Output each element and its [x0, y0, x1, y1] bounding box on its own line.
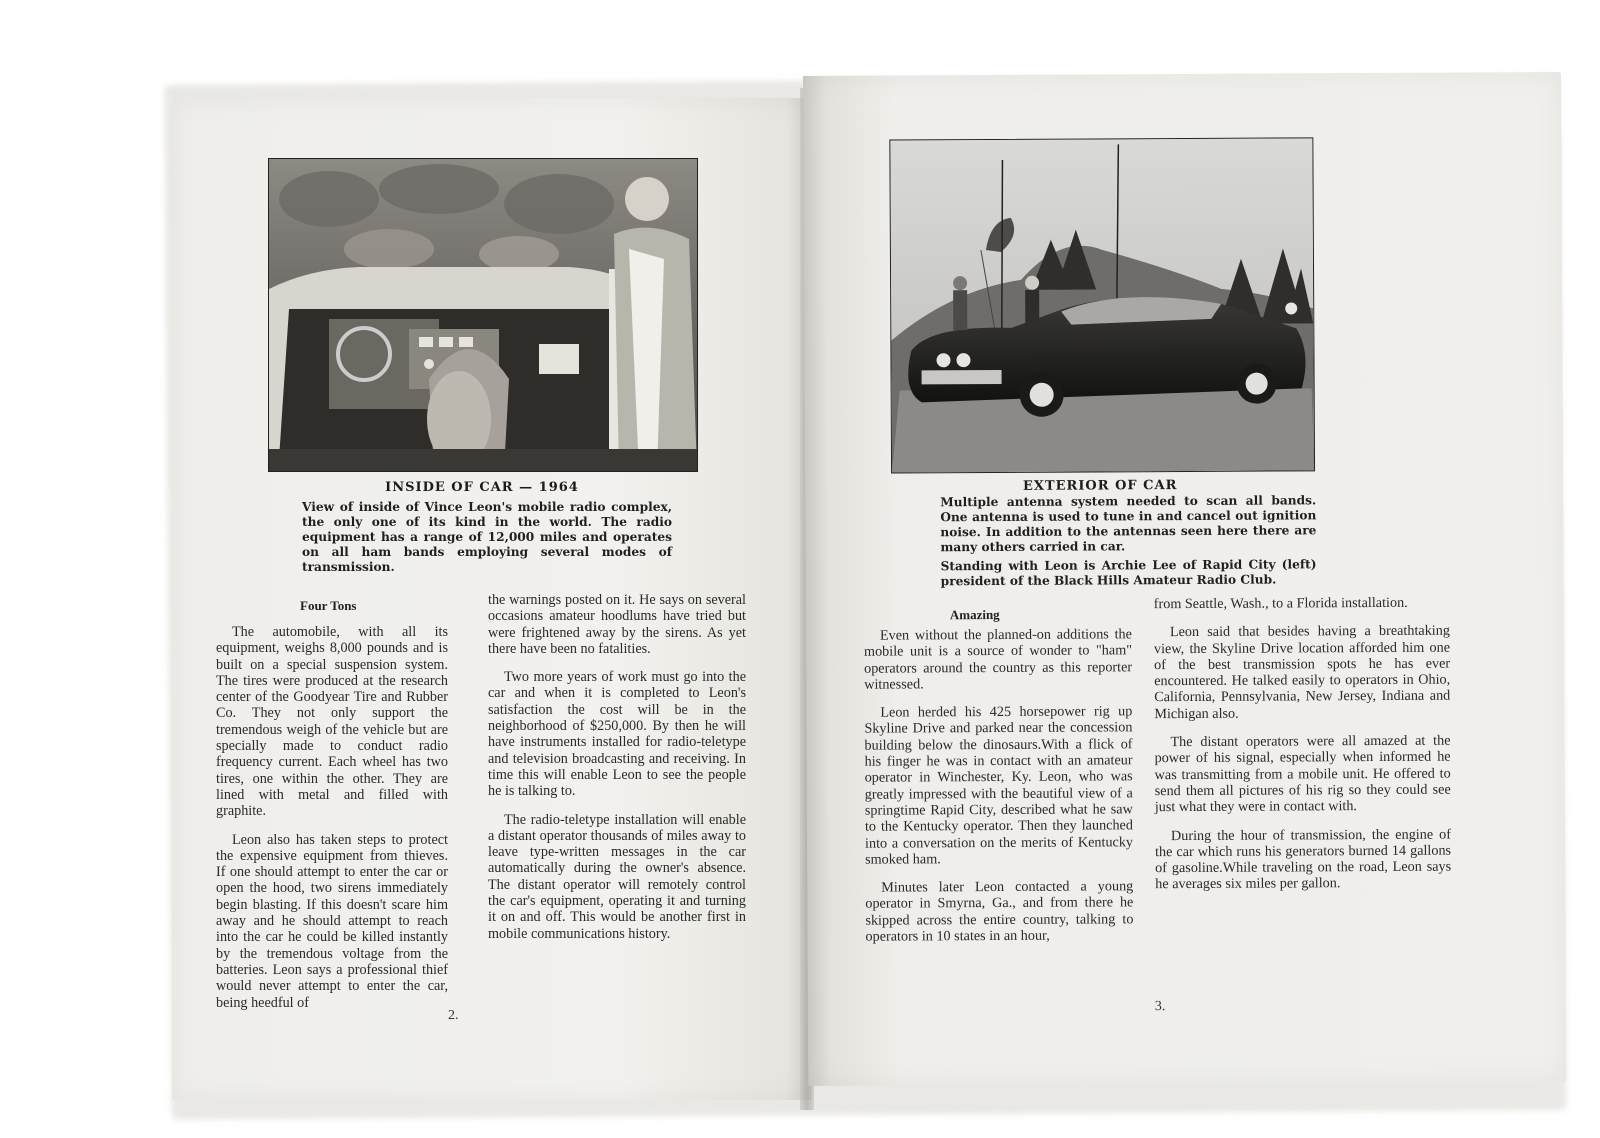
paragraph: Two more years of work must go into the car and when it is completed to Leon's satisfaction the cost will be in the neighborhood of $250,000. By then he will have instruments installed for radio-teletype and television broadcasting and receiving. In time this will enable Leon to see the people he is talking to. [488, 669, 746, 800]
paragraph: Even without the planned-on additions the mobile unit is a source of wonder to "ham" operators around the country as this reporter witnessed. [863, 626, 1133, 693]
paragraph: Leon also has taken steps to protect the expensive equipment from thieves. If one should attempt to enter the car or open the hood, two sirens immediately begin blasting. If this doesn't scare him away and he should attempt to reach into the car he could be killed instantly by the tremendous voltage from the batteries. Leon says a professional thief would never attempt to enter the car, being heedful of [216, 831, 448, 1011]
left-page [172, 98, 812, 1100]
paragraph: During the hour of transmission, the engine of the car which runs his generators burned 14 gallons of gasoline.While traveling on the road, Leon says he averages six miles per gallon. [1155, 826, 1452, 893]
page-number: 3. [1154, 999, 1166, 1015]
car-interior-photo [268, 158, 698, 472]
paragraph: The distant operators were all amazed at the power of his signal, especially when informed he was transmitting from a mobile unit. He offered to send them all pictures of his rig so they could see just what they were in contact with. [1154, 732, 1451, 816]
right-page-column-2 [1154, 595, 1452, 905]
interior-photo-caption: View of inside of Vince Leon's mobile radio complex, the only one of its kind in the world. The radio equipment has a range of 12,000 miles and operates on all ham bands employing several modes of transmission. [302, 500, 672, 574]
paragraph: The radio-teletype installation will enable a distant operator thousands of miles away to leave type-written messages in the car automatically during the owner's absence. The distant operator will remotely control the car's equipment, operating it and turning it on and off. This would be another first in mobile communications history. [488, 811, 746, 942]
page-number: 2. [448, 1008, 459, 1023]
paragraph: the warnings posted on it. He says on several occasions amateur hoodlums have tried but were frightened away by the sirens. As yet there have been no fatalities. [488, 592, 746, 657]
caption-paragraph: Standing with Leon is Archie Lee of Rapid City (left) president of the Black Hills Amateur Radio Club. [940, 557, 1317, 589]
left-page-column-1 [216, 624, 448, 1023]
section-heading-amazing: Amazing [949, 606, 1000, 623]
right-page [803, 72, 1566, 1086]
caption-paragraph: Multiple antenna system needed to scan all bands. One antenna is used to tune in and cancel out ignition noise. In addition to the antennas seen here there are many others carried in car. [940, 493, 1317, 555]
paragraph: The automobile, with all its equipment, weighs 8,000 pounds and is built on a special suspension system. The tires were produced at the research center of the Goodyear Tire and Rubber Co. They not only support the tremendous weigh of the vehicle but are specially made to conduct radio frequency current. Each wheel has two tires, one within the other. They are lined with metal and filled with graphite. [216, 624, 448, 820]
car-exterior-photo [889, 137, 1315, 473]
section-heading-four-tons: Four Tons [300, 598, 357, 613]
paragraph: Minutes later Leon contacted a young operator in Smyrna, Ga., and from there he skipped across the entire country, talking to operators in 10 states in an hour, [865, 878, 1134, 945]
paragraph: Leon said that besides having a breathtaking view, the Skyline Drive location afforded him one of the best transmission spots he has ever encountered. He talked easily to operators in Ohio, California, Pennsylvania, New Jersey, Indiana and Michigan also. [1153, 622, 1451, 722]
paragraph: from Seattle, Wash., to a Florida installation. [1153, 594, 1408, 613]
left-page-column-2 [488, 592, 746, 954]
right-page-column-1 [864, 626, 1134, 957]
exterior-photo-caption [940, 493, 1317, 593]
exterior-photo-title: EXTERIOR OF CAR [1022, 478, 1178, 494]
interior-photo-title: INSIDE OF CAR — 1964 [385, 480, 579, 495]
paragraph: Leon herded his 425 horsepower rig up Skyline Drive and parked near the concession building below the dinosaurs.With a flick of his finger he was in contact with an amateur operator in Winchester, Ky. Leon, who was greatly impressed with the beautiful view of a springtime Rapid City, described what he saw to the Kentucky operator. Then they launched into a conversation on the merits of Kentucky smoked ham. [864, 703, 1134, 868]
